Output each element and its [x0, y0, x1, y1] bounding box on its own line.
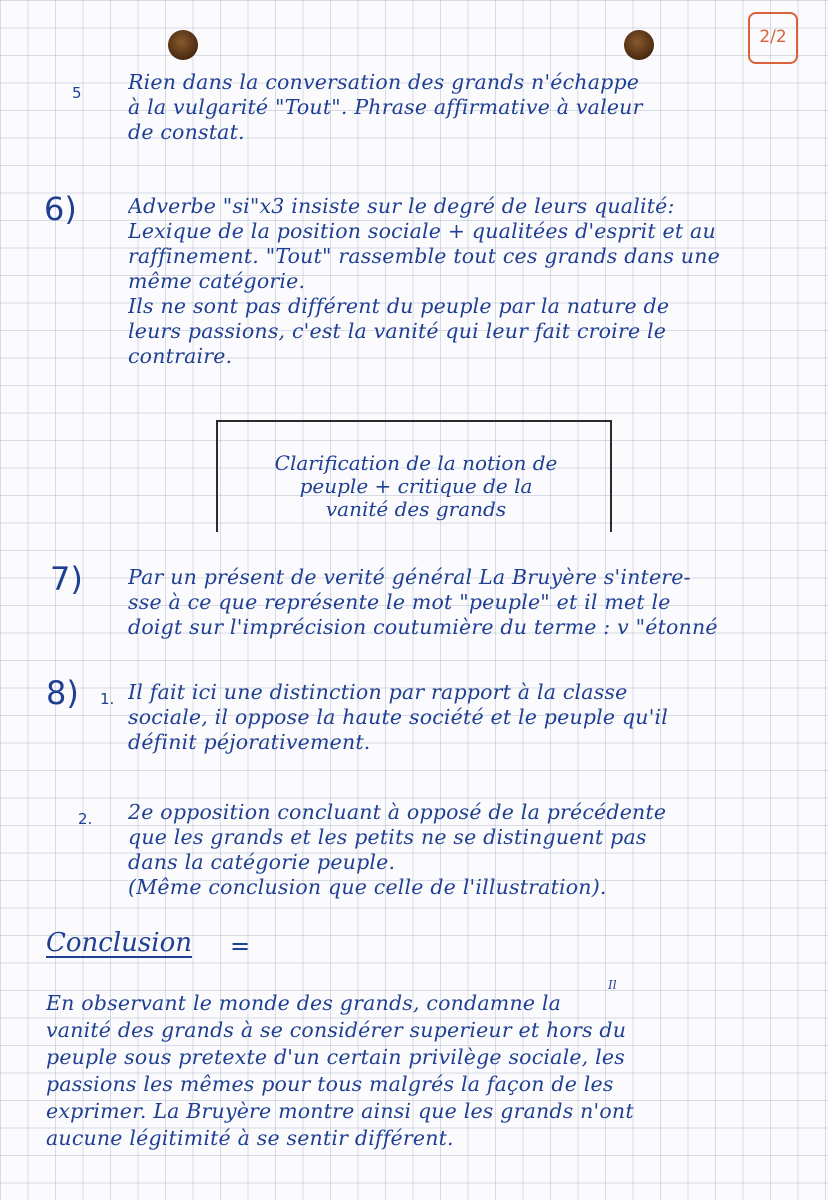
item-8-sub2-text	[128, 800, 818, 900]
text-line: à la vulgarité "Tout". Phrase affirmative à valeur	[128, 95, 643, 119]
text-line: Ils ne sont pas différent du peuple par la nature de	[128, 294, 670, 318]
page-number: 2/2	[748, 12, 798, 64]
item-8-marker: 8)	[46, 674, 79, 712]
text-line: aucune légitimité à se sentir différent.	[46, 1126, 454, 1150]
text-line: contraire.	[128, 344, 233, 368]
summary-box-text	[236, 452, 596, 521]
text-line: Par un présent de verité général La Bruyère s'intere-	[128, 565, 691, 589]
text-line: 2e opposition concluant à opposé de la précédente	[128, 800, 667, 824]
item-8-sub2-marker: 2.	[78, 810, 93, 828]
text-line: sse à ce que représente le mot "peuple" et il met le	[128, 590, 671, 614]
text-line: vanité des grands à se considérer superieur et hors du	[46, 1018, 627, 1042]
text-line: vanité des grands	[325, 497, 507, 521]
text-line: peuple + critique de la	[299, 474, 533, 498]
conclusion-text	[46, 990, 824, 1152]
item-7-marker: 7)	[50, 560, 83, 598]
item-8-sub1-marker: 1.	[100, 690, 115, 708]
item-6-text	[128, 194, 822, 369]
text-line: que les grands et les petits ne se distinguent pas	[128, 825, 647, 849]
text-line: de constat.	[128, 120, 245, 144]
text-line: leurs passions, c'est la vanité qui leur fait croire le	[128, 319, 667, 343]
text-line: dans la catégorie peuple.	[128, 850, 396, 874]
item-8-sub1-text	[128, 680, 818, 755]
text-line: Il fait ici une distinction par rapport à la classe	[128, 680, 628, 704]
binder-hole-left	[168, 30, 198, 60]
text-line: passions les mêmes pour tous malgrés la façon de les	[46, 1072, 614, 1096]
text-line: (Même conclusion que celle de l'illustration).	[128, 875, 607, 899]
inserted-word: Il	[608, 978, 617, 992]
text-line: Rien dans la conversation des grands n'échappe	[128, 70, 640, 94]
conclusion-title: Conclusion	[46, 928, 192, 958]
item-5-marker: 5	[72, 84, 82, 102]
conclusion-equals: =	[230, 932, 251, 960]
item-5-text	[128, 70, 818, 145]
text-line: doigt sur l'imprécision coutumière du terme : v "étonné	[128, 615, 718, 639]
text-line: raffinement. "Tout" rassemble tout ces grands dans une	[128, 244, 720, 268]
text-line: En observant le monde des grands, condamne la	[46, 991, 562, 1015]
text-line: définit péjorativement.	[128, 730, 371, 754]
binder-hole-right	[624, 30, 654, 60]
item-7-text	[128, 565, 826, 640]
text-line: Clarification de la notion de	[274, 451, 558, 475]
text-line: peuple sous pretexte d'un certain privilège sociale, les	[46, 1045, 625, 1069]
text-line: exprimer. La Bruyère montre ainsi que les grands n'ont	[46, 1099, 634, 1123]
text-line: même catégorie.	[128, 269, 306, 293]
text-line: Lexique de la position sociale + qualitées d'esprit et au	[128, 219, 716, 243]
text-line: sociale, il oppose la haute société et le peuple qu'il	[128, 705, 669, 729]
text-line: Adverbe "si"x3 insiste sur le degré de leurs qualité:	[128, 194, 675, 218]
item-6-marker: 6)	[44, 190, 77, 228]
